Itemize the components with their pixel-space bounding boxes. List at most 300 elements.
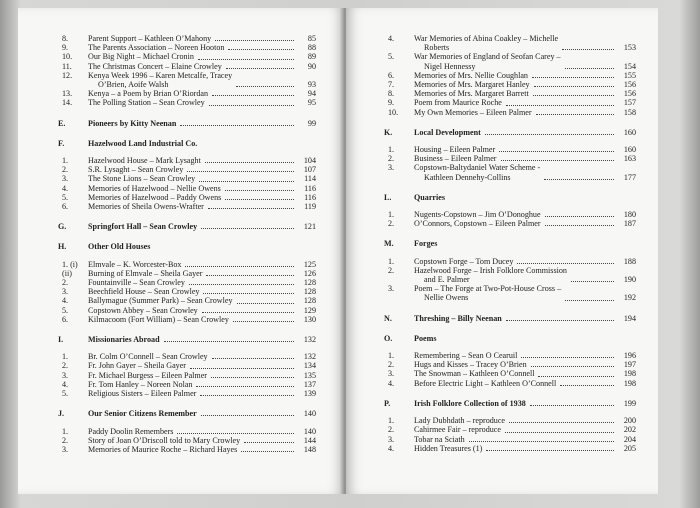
dot-leader xyxy=(236,86,294,87)
entry-page-number: 154 xyxy=(623,61,636,71)
section-page-number: 99 xyxy=(307,118,316,128)
entry-title-text: Copstown Forge – Tom Ducey xyxy=(414,256,514,266)
entry-number: 1. xyxy=(388,351,395,361)
dot-leader xyxy=(198,59,294,60)
toc-section xyxy=(58,139,316,211)
entry-number: 2. xyxy=(62,435,69,445)
toc-entry xyxy=(58,361,316,370)
dot-leader xyxy=(201,415,294,416)
dot-leader xyxy=(164,341,294,342)
entry-title-continuation: Roberts xyxy=(424,43,450,53)
dot-leader xyxy=(532,77,614,78)
dot-leader xyxy=(228,49,294,50)
dot-leader xyxy=(205,162,294,163)
entry-number: 12. xyxy=(62,70,73,80)
entry-title-text: Housing – Eileen Palmer xyxy=(414,145,496,155)
entry-title-continuation: Kathleen Dennehy-Collins xyxy=(424,172,511,182)
entry-title xyxy=(88,361,186,370)
toc-entry xyxy=(58,371,316,380)
toc-entry xyxy=(58,156,316,165)
entry-page-number: 132 xyxy=(303,352,316,362)
entry-title xyxy=(88,202,204,211)
dot-leader xyxy=(177,433,294,434)
entry-page-number: 202 xyxy=(623,425,636,435)
entry-number: 5. xyxy=(388,52,395,62)
right-page xyxy=(346,8,658,494)
section-letter: O. xyxy=(384,333,393,343)
toc-entry xyxy=(58,165,316,174)
toc-entry xyxy=(384,89,636,98)
toc-section xyxy=(384,314,636,323)
toc-entry xyxy=(58,315,316,324)
entry-title-text: Fr. John Gayer – Sheila Gayer xyxy=(88,361,187,371)
entry-title-text: Business – Eileen Palmer xyxy=(414,154,497,164)
entry-page-number: 128 xyxy=(303,278,316,288)
section-heading xyxy=(58,139,316,148)
entry-page-number: 125 xyxy=(303,259,316,269)
toc-entry xyxy=(384,351,636,360)
entry-page-number: 104 xyxy=(303,156,316,166)
entry-title xyxy=(414,154,497,163)
entry-title-text: Beechfield House – Sean Crowley xyxy=(88,287,200,297)
entry-title-text: Hazelwood Forge – Irish Folklore Commission xyxy=(414,265,567,275)
entry-page-number: 158 xyxy=(623,107,636,117)
dot-leader xyxy=(201,228,294,229)
entry-page-number: 190 xyxy=(623,275,636,285)
dot-leader xyxy=(203,293,294,294)
left-toc xyxy=(58,34,316,457)
toc-entry xyxy=(384,52,636,70)
entry-title-text: Parent Support – Kathleen O’Mahony xyxy=(88,34,212,43)
entry-page-number: 116 xyxy=(304,183,316,193)
entry-title xyxy=(414,257,513,266)
toc-section xyxy=(58,242,316,324)
section-heading xyxy=(384,399,636,408)
dot-leader xyxy=(196,386,294,387)
entry-number: 2. xyxy=(388,425,395,435)
entry-page-number: 90 xyxy=(307,61,316,71)
toc-entry xyxy=(384,257,636,266)
entry-page-number: 188 xyxy=(623,256,636,266)
dot-leader xyxy=(233,321,294,322)
entry-title-text: Memories of Mrs. Margaret Barrett xyxy=(414,89,529,99)
entry-title-continuation: Nigel Hennessy xyxy=(424,61,476,71)
dot-leader xyxy=(505,432,614,433)
entry-page-number: 126 xyxy=(303,268,316,278)
entry-title xyxy=(88,287,199,296)
toc-section xyxy=(384,128,636,182)
entry-number: 3. xyxy=(62,370,69,380)
dot-leader xyxy=(565,68,614,69)
entry-number: 3. xyxy=(62,174,69,184)
toc-entry xyxy=(58,436,316,445)
entry-page-number: 144 xyxy=(303,435,316,445)
entry-page-number: 107 xyxy=(303,165,316,175)
section-letter: M. xyxy=(384,239,394,249)
section-heading xyxy=(58,242,316,251)
entry-title-text: The Stone Lions – Sean Crowley xyxy=(88,174,196,184)
toc-entry xyxy=(58,34,316,43)
entry-page-number: 95 xyxy=(307,98,316,108)
dot-leader xyxy=(521,357,614,358)
entry-page-number: 134 xyxy=(303,361,316,371)
entry-page-number: 128 xyxy=(303,296,316,306)
toc-section xyxy=(58,222,316,231)
entry-page-number: 94 xyxy=(307,89,316,99)
entry-title-text: O’Connors, Copstown – Eileen Palmer xyxy=(414,219,541,229)
dot-leader xyxy=(501,160,615,161)
section-heading xyxy=(384,314,636,323)
dot-leader xyxy=(180,125,294,126)
entry-title-text: Memories of Mrs. Margaret Hanley xyxy=(414,80,530,90)
toc-entry xyxy=(58,98,316,107)
entry-title-text: Kenya – a Poem by Brian O’Riordan xyxy=(88,89,209,99)
dot-leader xyxy=(212,358,294,359)
entry-title xyxy=(414,52,561,70)
toc-entry xyxy=(58,174,316,183)
entry-title xyxy=(414,80,530,89)
entry-title xyxy=(88,156,201,165)
entry-title-text: Lady Dubhdath – reproduce xyxy=(414,416,506,426)
entry-title xyxy=(414,379,556,388)
entry-page-number: 155 xyxy=(623,70,636,80)
entry-title xyxy=(414,210,541,219)
entry-page-number: 148 xyxy=(303,444,316,454)
entry-title-text: Before Electric Light – Kathleen O’Connell xyxy=(414,378,557,388)
toc-entry xyxy=(58,52,316,61)
section-letter: F. xyxy=(58,138,65,148)
entry-page-number: 197 xyxy=(623,360,636,370)
toc-entry xyxy=(384,416,636,425)
toc-entry xyxy=(384,163,636,181)
entry-title-text: Tobar na Sciath xyxy=(414,434,465,444)
toc-section xyxy=(384,193,636,229)
entry-title xyxy=(414,266,567,284)
entry-number: 8. xyxy=(62,34,69,43)
toc-entry xyxy=(384,154,636,163)
entry-title xyxy=(414,425,501,434)
toc-entry xyxy=(58,296,316,305)
toc-entry xyxy=(384,98,636,107)
entry-title xyxy=(414,71,528,80)
dot-leader xyxy=(538,376,614,377)
entry-title-text: Copstown Abbey – Sean Crowley xyxy=(88,305,198,315)
toc-entry xyxy=(384,219,636,228)
entry-title xyxy=(88,193,221,202)
dot-leader xyxy=(190,368,294,369)
dot-leader xyxy=(209,105,294,106)
toc-entry xyxy=(384,145,636,154)
dot-leader xyxy=(530,405,614,406)
entry-number: 1. xyxy=(62,426,69,436)
dot-leader xyxy=(571,281,614,282)
dot-leader xyxy=(211,377,294,378)
entry-title xyxy=(88,371,207,380)
entry-title xyxy=(414,89,529,98)
entry-title xyxy=(414,98,502,107)
entry-title-text: The Polling Station – Sean Crowley xyxy=(88,98,205,108)
entry-page-number: 156 xyxy=(623,80,636,90)
entry-page-number: 135 xyxy=(303,370,316,380)
dot-leader xyxy=(517,263,614,264)
entry-title xyxy=(88,89,208,98)
toc-entry xyxy=(58,427,316,436)
toc-entry xyxy=(58,389,316,398)
entry-title-text: Memories of Sheila Owens-Wrafter xyxy=(88,202,204,212)
toc-entry xyxy=(384,284,636,302)
entry-title xyxy=(88,165,183,174)
toc-entry xyxy=(384,444,636,453)
entry-title-text: Story of Joan O’Driscoll told to Mary Crowley xyxy=(88,435,241,445)
entry-number: 9. xyxy=(388,98,395,108)
toc-section xyxy=(58,119,316,128)
dot-leader xyxy=(206,275,294,276)
toc-entry xyxy=(58,445,316,454)
dot-leader xyxy=(565,300,614,301)
dot-leader xyxy=(199,181,294,182)
entry-page-number: 157 xyxy=(623,98,636,108)
dot-leader xyxy=(533,95,614,96)
entry-number: 2. xyxy=(388,265,395,275)
entry-number: 3. xyxy=(388,163,395,173)
entry-title-text: The Christmas Concert – Elaine Crowley xyxy=(88,61,222,71)
entry-number: 10. xyxy=(388,107,399,117)
dot-leader xyxy=(200,395,294,396)
entry-title xyxy=(88,389,196,398)
entry-title-text: War Memories of England of Seofan Carey – xyxy=(414,52,561,62)
section-title: Missionaries Abroad xyxy=(88,335,160,345)
entry-number: 4. xyxy=(388,443,395,453)
toc-entry xyxy=(58,193,316,202)
toc-entry xyxy=(384,425,636,434)
dot-leader xyxy=(506,320,614,321)
entry-number: 3. xyxy=(62,287,69,297)
entry-number: 2. xyxy=(388,154,395,164)
section-letter: P. xyxy=(384,398,391,408)
dot-leader xyxy=(241,451,294,452)
entry-title-text: Nugents-Copstown – Jim O’Donoghue xyxy=(414,210,541,220)
entry-page-number: 137 xyxy=(303,379,316,389)
toc-entry xyxy=(384,369,636,378)
toc-entry xyxy=(58,43,316,52)
dot-leader xyxy=(189,284,294,285)
dot-leader xyxy=(506,105,614,106)
toc-section xyxy=(384,399,636,453)
dot-leader xyxy=(545,216,614,217)
section-heading xyxy=(384,193,636,202)
entry-title xyxy=(88,315,229,324)
section-heading xyxy=(58,119,316,128)
entry-title-text: Copstown-Baltydaniel Water Scheme - xyxy=(414,163,541,173)
entry-title-continuation: Nellie Owens xyxy=(424,293,469,303)
section-title: Irish Folklore Collection of 1938 xyxy=(414,398,526,408)
entry-title xyxy=(414,360,527,369)
entry-title-text: Memories of Maurice Roche – Richard Hayes xyxy=(88,444,238,454)
entry-number: 11. xyxy=(62,61,72,71)
entry-page-number: 160 xyxy=(623,145,636,155)
dot-leader xyxy=(531,366,614,367)
entry-title xyxy=(88,71,232,89)
entry-title-text: Hidden Treasures (1) xyxy=(414,443,483,453)
section-letter: G. xyxy=(58,222,67,232)
entry-title xyxy=(88,436,240,445)
toc-entry xyxy=(384,34,636,52)
entry-page-number: 89 xyxy=(307,52,316,62)
toc-entry xyxy=(384,80,636,89)
entry-page-number: 187 xyxy=(623,219,636,229)
toc-section xyxy=(58,409,316,454)
dot-leader xyxy=(226,68,294,69)
entry-title xyxy=(88,427,173,436)
entry-title xyxy=(414,444,482,453)
toc-entry xyxy=(384,108,636,117)
section-title: Threshing – Billy Neenan xyxy=(414,313,502,323)
toc-entry xyxy=(58,62,316,71)
toc-entry xyxy=(58,352,316,361)
section-title: Poems xyxy=(414,333,437,343)
entry-number: 6. xyxy=(388,70,395,80)
section-letter: H. xyxy=(58,242,67,252)
entry-number: 2. xyxy=(388,360,395,370)
section-letter: K. xyxy=(384,127,393,137)
section-heading xyxy=(384,334,636,343)
dot-leader xyxy=(225,190,294,191)
entry-number: 2. xyxy=(62,361,69,371)
entry-page-number: 116 xyxy=(304,192,316,202)
entry-title xyxy=(414,435,465,444)
entry-number: 3. xyxy=(388,369,395,379)
entry-number: 1. xyxy=(62,156,69,166)
entry-number: 4. xyxy=(62,296,69,306)
entry-page-number: 153 xyxy=(623,43,636,53)
toc-entry xyxy=(384,210,636,219)
entry-title-text: Paddy Doolin Remembers xyxy=(88,426,174,436)
entry-title xyxy=(414,416,505,425)
section-heading xyxy=(384,239,636,248)
dot-leader xyxy=(485,134,614,135)
entry-title-text: Religious Sisters – Eileen Palmer xyxy=(88,389,197,399)
entry-title-text: Fountainville – Sean Crowley xyxy=(88,278,185,288)
entry-title xyxy=(414,284,561,302)
entry-number: 5. xyxy=(62,192,69,202)
dot-leader xyxy=(187,171,294,172)
entry-number: 1. xyxy=(62,352,69,362)
entry-title-text: Poem from Maurice Roche xyxy=(414,98,502,108)
toc-entry xyxy=(384,379,636,388)
section-title: Hazelwood Land Industrial Co. xyxy=(88,138,198,148)
entry-title-text: Cahirmee Fair – reproduce xyxy=(414,425,501,435)
entry-page-number: 204 xyxy=(623,434,636,444)
entry-title xyxy=(88,98,205,107)
section-title: Other Old Houses xyxy=(88,242,151,252)
entry-number: 5. xyxy=(62,389,69,399)
dot-leader xyxy=(185,266,294,267)
entry-title xyxy=(88,52,194,61)
right-toc xyxy=(384,34,636,456)
section-heading xyxy=(58,222,316,231)
entry-number: 9. xyxy=(62,43,69,53)
dot-leader xyxy=(536,114,614,115)
entry-title-text: Fr. Michael Burgess – Eileen Palmer xyxy=(88,370,207,380)
entry-title-text: Remembering – Sean O Cearuil xyxy=(414,351,518,361)
entry-page-number: 114 xyxy=(304,174,316,184)
entry-page-number: 85 xyxy=(307,34,316,43)
dot-leader xyxy=(212,95,294,96)
entry-number: 6. xyxy=(62,202,69,212)
section-heading xyxy=(58,335,316,344)
dot-leader xyxy=(469,441,614,442)
section-page-number: 199 xyxy=(623,398,636,408)
entry-title xyxy=(414,34,558,52)
entry-number: 14. xyxy=(62,98,73,108)
entry-page-number: 163 xyxy=(623,154,636,164)
entry-number: 1. (i) xyxy=(62,259,78,269)
section-title: Local Development xyxy=(414,127,481,137)
entry-title xyxy=(414,108,532,117)
entry-number: 1. xyxy=(388,416,395,426)
entry-page-number: 196 xyxy=(623,351,636,361)
entry-title-text: Memories of Hazelwood – Nellie Owens xyxy=(88,183,221,193)
dot-leader xyxy=(225,199,294,200)
dot-leader xyxy=(499,151,614,152)
dot-leader xyxy=(562,49,614,50)
entry-number: 1. xyxy=(388,210,395,220)
section-title: Forges xyxy=(414,239,438,249)
section-heading xyxy=(384,128,636,137)
entry-title xyxy=(88,269,202,278)
section-letter: E. xyxy=(58,118,66,128)
entry-page-number: 205 xyxy=(623,443,636,453)
entry-page-number: 88 xyxy=(307,43,316,53)
entry-number: 4. xyxy=(388,378,395,388)
entry-number: (ii) xyxy=(62,268,72,278)
entry-title-text: Memories of Mrs. Nellie Coughlan xyxy=(414,70,528,80)
entry-page-number: 93 xyxy=(307,80,316,90)
entry-page-number: 177 xyxy=(623,172,636,182)
continued-entries xyxy=(58,34,316,108)
entry-title-text: Our Big Night – Michael Cronin xyxy=(88,52,194,62)
entry-title-text: War Memories of Abina Coakley – Michelle xyxy=(414,34,559,43)
toc-entry xyxy=(58,306,316,315)
entry-page-number: 139 xyxy=(303,389,316,399)
dot-leader xyxy=(534,86,614,87)
dot-leader xyxy=(509,422,614,423)
entry-title-continuation: O’Brien, Aoife Walsh xyxy=(98,80,169,90)
entry-title xyxy=(88,43,224,52)
entry-title-text: Hugs and Kisses – Tracey O’Brien xyxy=(414,360,527,370)
entry-title xyxy=(88,260,181,269)
section-heading xyxy=(58,409,316,418)
dot-leader xyxy=(545,225,614,226)
section-letter: N. xyxy=(384,313,392,323)
dot-leader xyxy=(486,450,614,451)
entry-number: 1. xyxy=(388,145,395,155)
entry-number: 4. xyxy=(388,34,395,43)
entry-title xyxy=(88,296,233,305)
entry-title-text: Hazelwood House – Mark Lysaght xyxy=(88,156,201,166)
entry-number: 13. xyxy=(62,89,73,99)
toc-entry xyxy=(384,435,636,444)
entry-number: 5. xyxy=(62,305,69,315)
entry-page-number: 140 xyxy=(303,426,316,436)
toc-entry xyxy=(58,269,316,278)
entry-title-text: Ballymague (Summer Park) – Sean Crowley xyxy=(88,296,233,306)
entry-page-number: 198 xyxy=(623,378,636,388)
dot-leader xyxy=(215,40,294,41)
entry-number: 3. xyxy=(388,284,395,294)
entry-number: 1. xyxy=(388,256,395,266)
toc-entry xyxy=(58,260,316,269)
